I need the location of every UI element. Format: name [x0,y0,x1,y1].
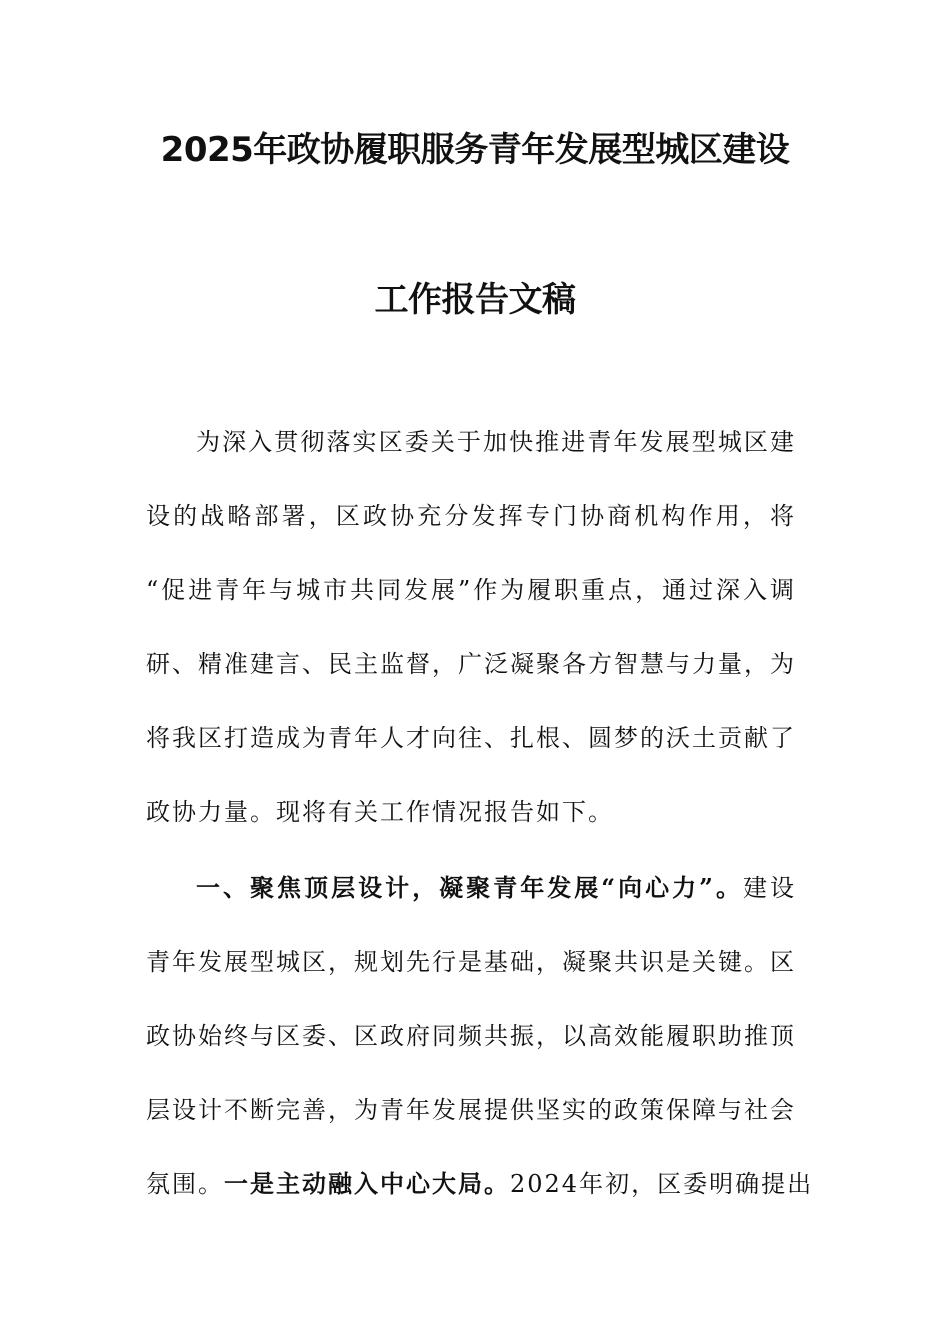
section-heading-tail: 建设 [742,874,797,902]
paragraph-line: 层设计不断完善，为青年发展提供坚实的政策保障与社会 [146,1096,796,1124]
paragraph-line: 为深入贯彻落实区委关于加快推进青年发展型城区建 [196,428,796,456]
paragraph-line: 政协力量。现将有关工作情况报告如下。 [146,798,614,826]
paragraph-line: 将我区打造成为青年人才向往、扎根、圆梦的沃土贡献了 [146,724,796,752]
paragraph-line [146,1168,814,1200]
section-heading-line [196,872,796,904]
paragraph-line: 青年发展型城区，规划先行是基础，凝聚共识是关键。区 [146,948,796,976]
point-heading: 一是主动融入中心大局。 [224,1169,510,1198]
line-start: 氛围。 [146,1170,224,1198]
paragraph-line: 设的战略部署，区政协充分发挥专门协商机构作用，将 [146,502,796,530]
paragraph-line: 政协始终与区委、区政府同频共振，以高效能履职助推顶 [146,1022,796,1050]
section-heading: 一、聚焦顶层设计，凝聚青年发展“向心力”。 [196,873,743,902]
document-title-line-1: 2025年政协履职服务青年发展型城区建设 [160,130,790,170]
paragraph-line: 研、精准建言、民主监督，广泛凝聚各方智慧与力量，为 [146,650,796,678]
line-end: 2024年初，区委明确提出 [510,1170,814,1198]
document-title-line-2: 工作报告文稿 [374,280,576,320]
paragraph-line: “促进青年与城市共同发展”作为履职重点，通过深入调 [146,576,796,604]
